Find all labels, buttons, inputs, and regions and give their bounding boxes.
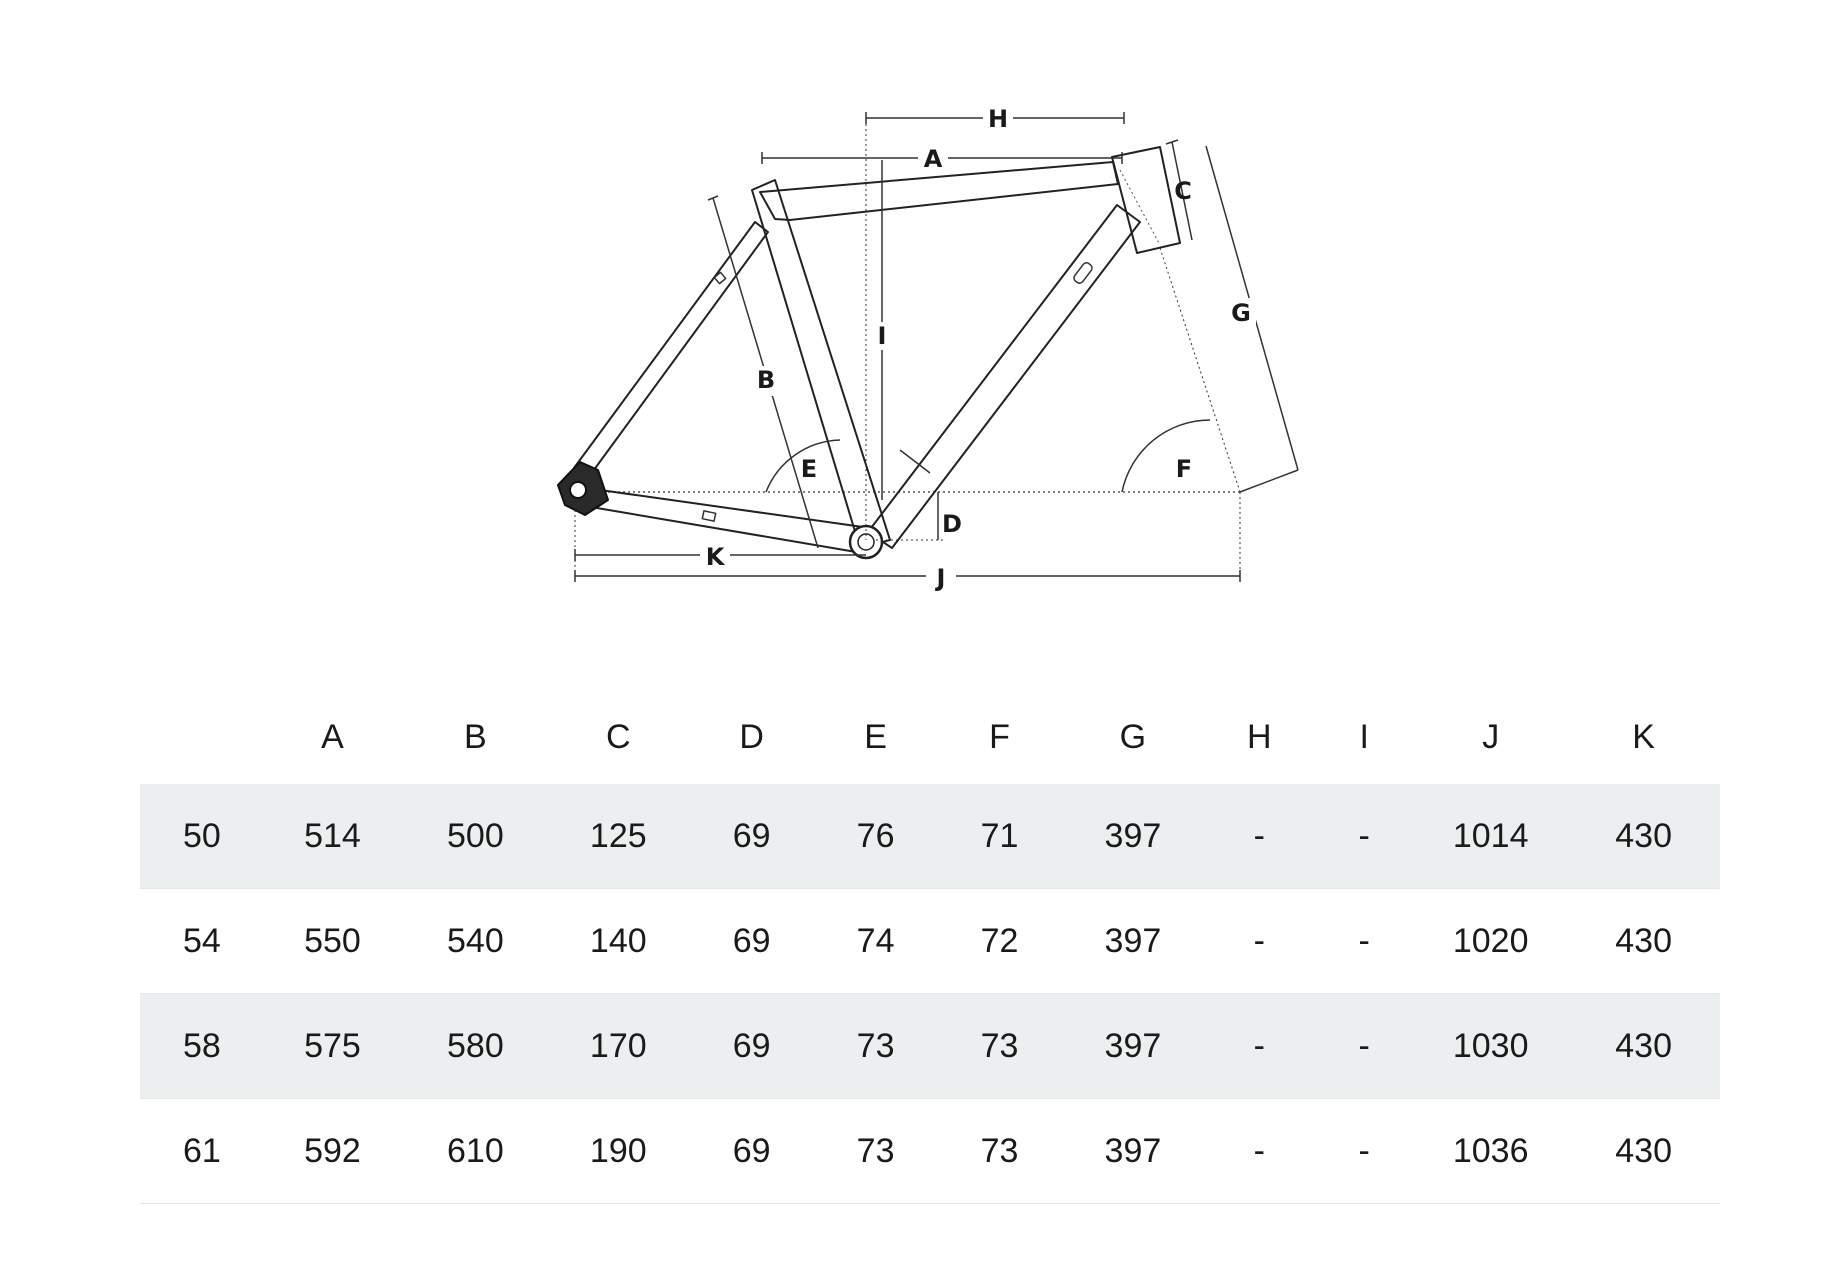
column-header-i: I [1359, 717, 1369, 756]
value-cell: 397 [1061, 784, 1204, 889]
value-cell: 430 [1567, 889, 1720, 994]
dim-label-d: D [942, 510, 962, 538]
dimension-labels [700, 104, 1256, 592]
column-header-j: J [1482, 717, 1500, 756]
value-cell: - [1314, 994, 1414, 1099]
dim-label-i: I [877, 322, 887, 350]
value-cell: 1030 [1414, 994, 1567, 1099]
value-cell: 73 [814, 1099, 938, 1204]
value-cell: 610 [404, 1099, 547, 1204]
dim-label-b: B [756, 366, 776, 394]
table-row [140, 784, 1720, 889]
column-header-k: K [1632, 717, 1655, 756]
size-cell: 50 [140, 784, 261, 889]
bike-frame [558, 147, 1180, 558]
dim-label-g: G [1231, 299, 1251, 327]
value-cell: 430 [1567, 1099, 1720, 1204]
value-cell: 72 [938, 889, 1062, 994]
value-cell: 69 [690, 889, 814, 994]
value-cell: 76 [814, 784, 938, 889]
value-cell: 1014 [1414, 784, 1567, 889]
value-cell: 190 [547, 1099, 690, 1204]
size-cell: 54 [140, 889, 261, 994]
value-cell: 73 [938, 994, 1062, 1099]
value-cell: 71 [938, 784, 1062, 889]
table-row [140, 889, 1720, 994]
value-cell: - [1314, 784, 1414, 889]
value-cell: 1020 [1414, 889, 1567, 994]
column-header-c: C [606, 717, 631, 756]
value-cell: 500 [404, 784, 547, 889]
value-cell: 397 [1061, 889, 1204, 994]
table-header-row [140, 690, 1720, 784]
value-cell: 69 [690, 994, 814, 1099]
dim-label-c: C [1174, 177, 1192, 205]
column-header-b: B [464, 717, 487, 756]
column-header-d: D [739, 717, 764, 756]
geometry-table [140, 690, 1720, 1204]
column-header-h: H [1247, 717, 1272, 756]
value-cell: 575 [261, 994, 404, 1099]
value-cell: 430 [1567, 784, 1720, 889]
value-cell: 430 [1567, 994, 1720, 1099]
column-header-e: E [864, 717, 887, 756]
dim-label-h: H [987, 105, 1009, 133]
seat-stay [574, 222, 768, 478]
value-cell: 1036 [1414, 1099, 1567, 1204]
value-cell: - [1204, 994, 1314, 1099]
value-cell: 540 [404, 889, 547, 994]
column-header-g: G [1119, 717, 1147, 756]
column-header-f: F [989, 717, 1010, 756]
dim-label-j: J [936, 564, 946, 592]
dim-label-a: A [923, 145, 943, 173]
value-cell: 69 [690, 784, 814, 889]
size-cell: 61 [140, 1099, 261, 1204]
value-cell: - [1314, 1099, 1414, 1204]
seat-tube [752, 180, 890, 548]
value-cell: 140 [547, 889, 690, 994]
value-cell: 73 [814, 994, 938, 1099]
table-row [140, 994, 1720, 1099]
frame-geometry-diagram [0, 0, 1848, 640]
value-cell: 125 [547, 784, 690, 889]
value-cell: - [1204, 889, 1314, 994]
value-cell: 397 [1061, 1099, 1204, 1204]
dim-label-e: E [800, 455, 818, 483]
down-tube [868, 205, 1140, 548]
value-cell: 592 [261, 1099, 404, 1204]
size-cell: 58 [140, 994, 261, 1099]
value-cell: - [1314, 889, 1414, 994]
value-cell: 74 [814, 889, 938, 994]
dim-label-k: K [705, 543, 725, 571]
table-row [140, 1099, 1720, 1204]
value-cell: - [1204, 784, 1314, 889]
chain-stay [597, 490, 870, 553]
value-cell: - [1204, 1099, 1314, 1204]
value-cell: 170 [547, 994, 690, 1099]
value-cell: 580 [404, 994, 547, 1099]
value-cell: 514 [261, 784, 404, 889]
column-header-size [140, 690, 261, 784]
value-cell: 397 [1061, 994, 1204, 1099]
column-header-a: A [321, 717, 344, 756]
value-cell: 550 [261, 889, 404, 994]
value-cell: 69 [690, 1099, 814, 1204]
value-cell: 73 [938, 1099, 1062, 1204]
dim-label-f: F [1175, 455, 1193, 483]
